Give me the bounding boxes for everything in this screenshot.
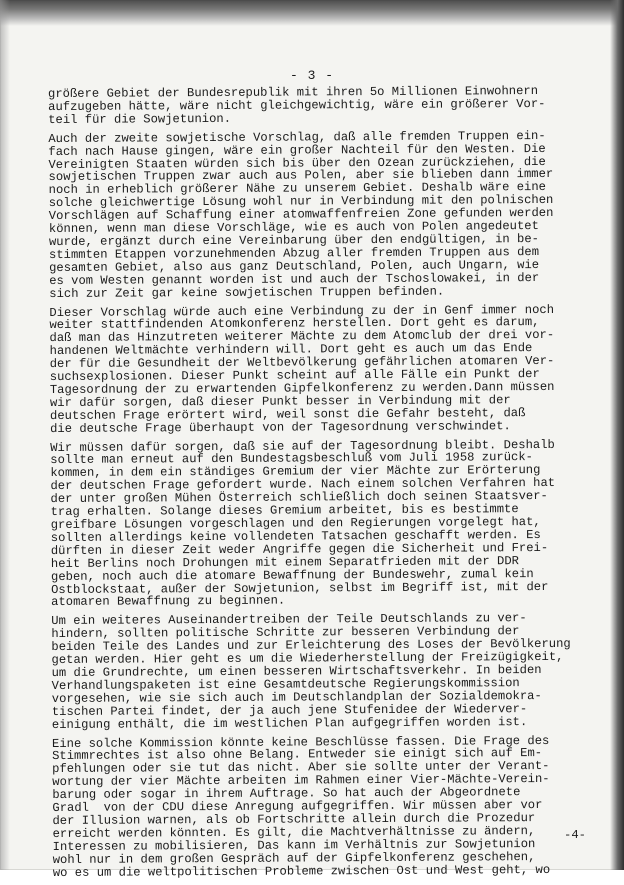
text-line: Ostblockstaat, außer der Sowjetunion, selbst im Begriff ist, mit der <box>51 579 549 597</box>
text-line: beiden Teile des Landes und zur Erleichterung des Loses der Bevölkerung <box>51 636 571 655</box>
text-line: noch in erheblich größerer Nähe zu unserem Gebiet. Deshalb wäre eine <box>48 180 547 198</box>
text-line: Vereinigten Staaten würden sich bis über den Ozean zurückziehen, die <box>48 154 546 172</box>
text-line: Interessen zu mobilisieren, Das kann im Verhältnis zur Sowjetunion <box>52 836 536 854</box>
text-line: gesamten Gebiet, also aus ganz Deutschland, Polen, auch Ungarn, wie <box>49 257 540 275</box>
next-page-marker: -4- <box>564 828 586 842</box>
text-line: vorgesehen, wie sie sich auch im Deutschlandplan der Sozialdemokra- <box>51 688 542 706</box>
text-line: der Illusion warnen, als ob Fortschritte allein durch die Prozedur <box>52 810 536 828</box>
text-line: können, wenn man diese Vorschläge, wie es auch von Polen angedeutet <box>48 219 539 237</box>
text-line: tischen Partei findet, der ja auch jene Stufenidee der Wiederver- <box>51 701 528 719</box>
text-line: größere Gebiet der Bundesrepublik mit ihren 5o Millionen Einwohnern <box>47 84 539 101</box>
text-line: wo es um die weltpolitischen Probleme zwischen Ost und West geht, wo <box>52 862 551 880</box>
text-line: kommen, in dem ein ständiges Gremium der vier Mächte zur Erörterung <box>50 463 541 481</box>
text-line: wurde, ergänzt durch eine Vereinbarung über den endgültigen, in be- <box>48 231 540 249</box>
text-line: stimmten Etappen vorzunehmenden Abzug aller fremden Truppen aus dem <box>48 244 540 262</box>
text-line: geben, noch auch die atomare Bewaffnung der Bundeswehr, zumal kein <box>50 566 534 584</box>
paragraph <box>49 303 594 435</box>
text-line: fach nach Hause gingen, wäre ein großer Nachteil für den Westen. Die <box>48 141 546 159</box>
page-number: - 3 - <box>289 68 334 83</box>
text-line: handenen Weltmächte verhindern will. Dort geht es auch um das Ende <box>49 341 533 359</box>
text-line: Wir müssen dafür sorgen, daß sie auf der Tagesordnung bleibt. Deshalb <box>50 437 555 455</box>
paragraph <box>48 85 592 127</box>
text-line: um die Grundrechte, um einen besseren Wirtschaftsverkehr. In beiden <box>51 662 542 680</box>
text-line: Verhandlungspaketen ist eine Gesamtdeutsche Regierungskommission <box>51 676 520 693</box>
text-line: solche gleichwertige Lösung wohl nur in Verbindung mit den polnischen <box>48 193 554 211</box>
scan-edge-top <box>0 0 624 26</box>
text-line: Stimmrechtes ist also ohne Belang. Entweder sie einigt sich auf Em- <box>52 746 543 764</box>
scan-edge-left <box>0 0 10 870</box>
text-line: erreicht werden könnten. Es gilt, die Machtverhältnisse zu ändern, <box>52 823 536 841</box>
text-line: atomaren Bewaffnung zu beginnen. <box>51 593 286 610</box>
paragraph <box>50 438 595 609</box>
text-line: Dieser Vorschlag würde auch eine Verbindung zu der in Genf immer noch <box>49 302 555 320</box>
paragraph <box>52 734 597 879</box>
text-line: barung oder sogar in ihrem Auftrage. So hat auch der Abgeordnete <box>52 785 521 803</box>
text-line: sollten allerdings keine vollendeten Tatsachen geschafft werden. Es <box>50 527 541 545</box>
text-line: getan werden. Hier geht es um die Wiederherstellung der Freizügigkeit, <box>51 649 564 668</box>
text-line: daß man das Hinzutreten weiterer Mächte zu dem Atomclub der drei vor- <box>49 328 555 346</box>
body-text <box>48 85 597 885</box>
text-line: deutschen Frage erörtert wird, weil sonst die Gefahr besteht, daß <box>49 405 526 423</box>
text-line: sowjetischen Truppen zwar auch aus Polen, aber sie blieben dann immer <box>48 167 554 185</box>
paragraph <box>48 129 593 300</box>
text-line: trag erhalten. Solange dieses Gremium arbeitet, bis es bestimmte <box>50 502 519 520</box>
text-line: wir dafür sorgen, daß dieser Punkt besser in Verbindung mit der <box>49 393 511 410</box>
text-line: wortung der vier Mächte arbeiten im Rahmen einer Vier-Mächte-Verein- <box>52 772 550 790</box>
text-line: Um ein weiteres Auseinandertreiben der Teile Deutschlands zu ver- <box>51 611 527 629</box>
text-line: aufzugeben hätte, wäre nicht gleichgewichtig, wäre ein größerer Vor- <box>48 96 546 114</box>
text-line: dürften in dieser Zeit weder Angriffe gegen die Sicherheit und Frei- <box>50 540 549 558</box>
text-line: teil für die Sowjetunion. <box>48 111 232 127</box>
text-line: suchsexplosionen. Dieser Punkt scheint auf alle Fälle ein Punkt der <box>49 367 540 385</box>
text-line: heit Berlins noch Drohungen mit einem Separatfrieden mit der DDR <box>50 553 520 571</box>
paragraph <box>51 612 596 731</box>
text-line: einigung enthält, die im westlichen Plan aufgegriffen worden ist. <box>51 714 528 732</box>
text-line: der für die Gesundheit der Weltbevölkerung gefährlichen atomaren Ver- <box>49 354 555 372</box>
text-line: Gradl von der CDU diese Anregung aufgegriffen. Wir müssen aber vor <box>52 798 543 816</box>
text-line: die deutsche Frage überhaupt von der Tagesordnung verschwindet. <box>50 418 511 436</box>
text-line: Tagesordnung der zu erwartenden Gipfelkonferenz zu werden.Dann müssen <box>49 379 555 397</box>
scan-edge-right <box>610 0 624 870</box>
text-line: Auch der zweite sowjetische Vorschlag, daß alle fremden Truppen ein- <box>48 128 546 146</box>
text-line: sollte man erneut auf den Bundestagsbeschluß vom Juli 1958 zurück- <box>50 450 534 468</box>
text-line: weiter stattfindenden Atomkonferenz herstellen. Dort geht es darum, <box>49 315 540 333</box>
text-line: Vorschlägen auf Schaffung einer atomwaffenfreien Zone gefunden werden <box>48 206 554 224</box>
text-line: es vom Westen genannt worden ist und auch der Tschoslowakei, in der <box>49 270 540 288</box>
text-line: greifbare Lösungen vorgeschlagen und den Regierungen vorgelegt hat, <box>50 514 541 532</box>
text-line: pfehlungen oder sie tut das nicht. Aber sie sollte unter der Verant- <box>52 759 550 777</box>
text-line: Eine solche Kommission könnte keine Beschlüsse fassen. Die Frage des <box>51 733 550 751</box>
text-line: der deutschen Frage gefordert wurde. Nach einem solchen Verfahren hat <box>50 476 556 494</box>
text-line: der unter großen Mühen Österreich schließlich doch seinen Staatsver- <box>50 489 548 507</box>
text-line: wohl nur in dem großen Gespräch auf der Gipfelkonferenz geschehen, <box>52 849 536 867</box>
text-line: sich zur Zeit gar keine sowjetischen Truppen befinden. <box>49 284 445 301</box>
text-line: hindern, sollten politische Schritte zur besseren Verbindung der <box>51 624 520 642</box>
